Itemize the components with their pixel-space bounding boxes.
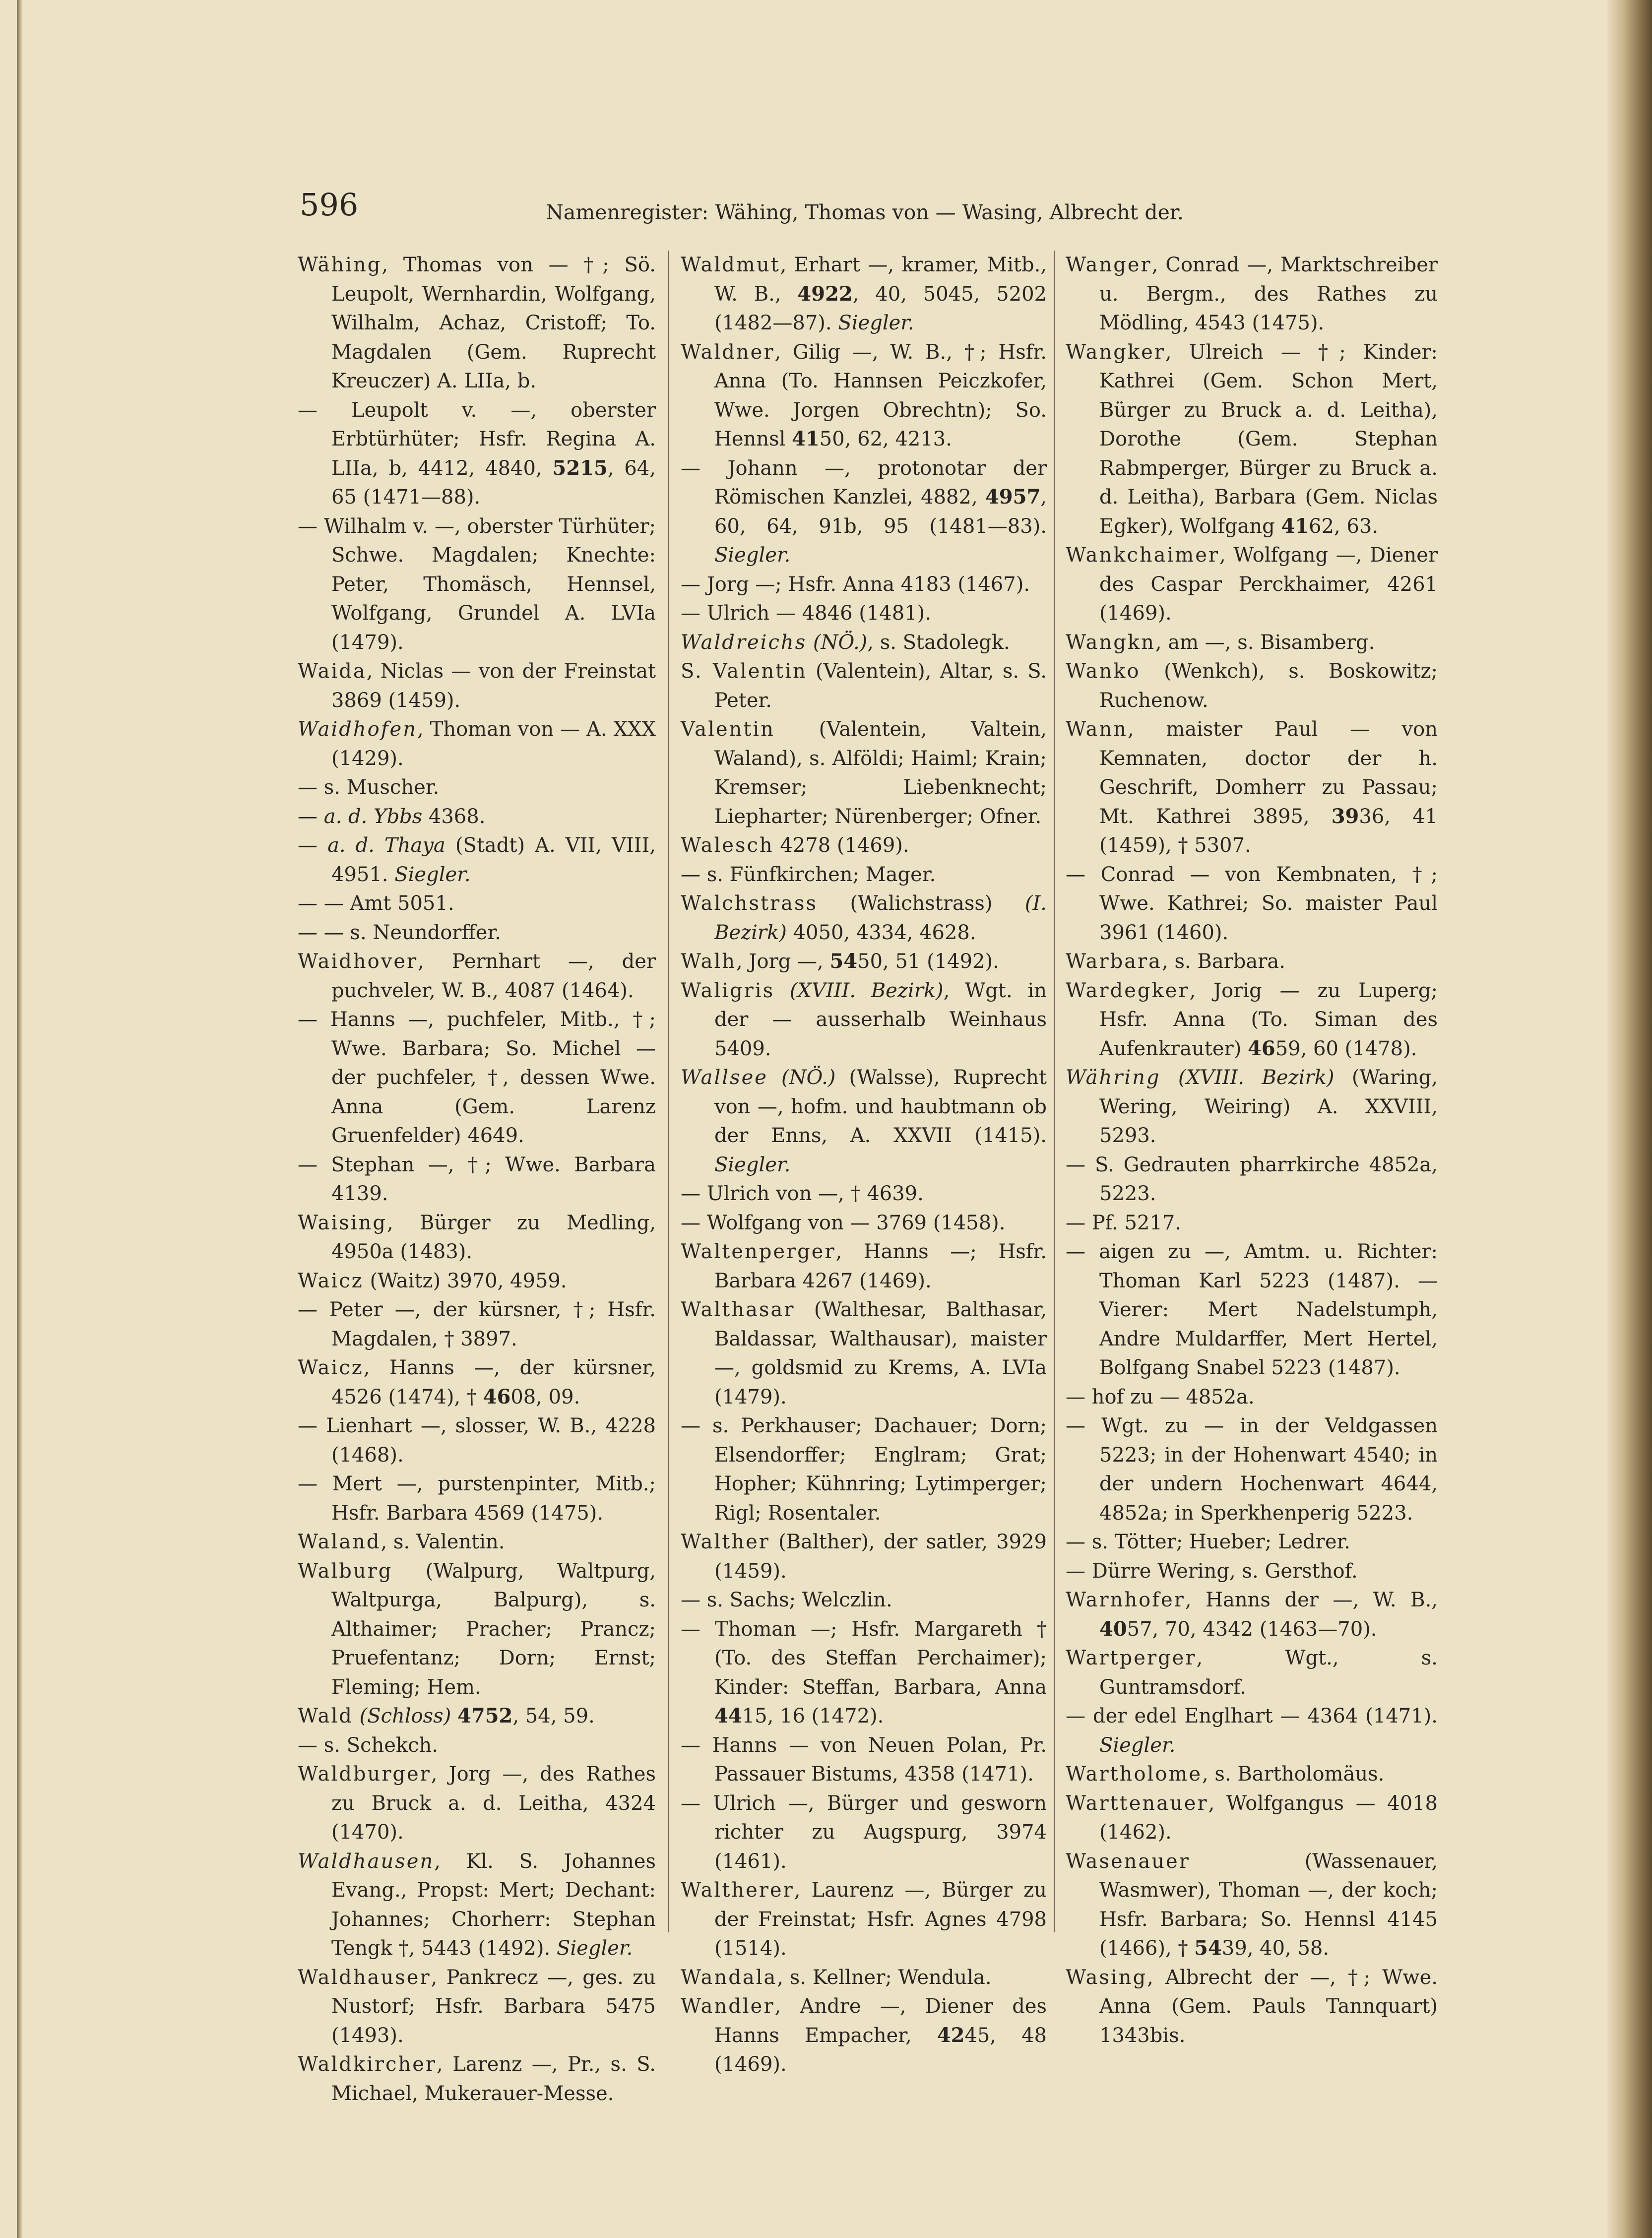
index-entry: Waltenperger, Hanns —; Hsfr. Barbara 4267 (1469). <box>681 1240 1047 1292</box>
index-entry: Waida, Niclas — von der Freinstat 3869 (1459). <box>298 660 656 712</box>
index-entry: — a. d. Ybbs 4368. <box>298 805 486 828</box>
index-entry: — s. Sachs; Welczlin. <box>681 1589 892 1611</box>
index-entry: Walesch 4278 (1469). <box>681 834 909 857</box>
index-entry: Wandala, s. Kellner; Wendula. <box>681 1966 992 1989</box>
index-entry: Waldhauser, Pankrecz —, ges. zu Nustorf; Hsfr. Barbara 5475 (1493). <box>298 1966 656 2047</box>
index-entry: Warbara, s. Barbara. <box>1066 950 1285 973</box>
book-spine <box>1607 0 1652 2238</box>
index-entry: Wähing, Thomas von — †; Sö. Leupolt, Wernhardin, Wolfgang, Wilhalm, Achaz, Cristoff; To. Magdalen (Gem. Ruprecht Kreuczer) A. LIIa, b. <box>298 254 656 392</box>
running-head: Namenregister: Wähing, Thomas von — Wasing, Albrecht der. <box>546 200 1184 224</box>
index-entry: — Ulrich — 4846 (1481). <box>681 602 931 625</box>
index-entry: Waligris (XVIII. Bezirk), Wgt. in der — ausserhalb Weinhaus 5409. <box>681 979 1047 1060</box>
column-rule <box>668 251 669 1932</box>
index-entry: Wald (Schloss) 4752, 54, 59. <box>298 1704 595 1727</box>
index-entry: — Conrad — von Kembnaten, †; Wwe. Kathrei; So. maister Paul 3961 (1460). <box>1066 863 1438 944</box>
index-entry: Waland, s. Valentin. <box>298 1531 505 1553</box>
index-entry: — Wolfgang von — 3769 (1458). <box>681 1211 1006 1234</box>
index-entry: Wasenauer (Wassenauer, Wasmwer), Thoman —, der koch; Hsfr. Barbara; So. Hennsl 4145 (1466), † 5439, 40, 58. <box>1066 1850 1438 1960</box>
index-entry: Walburg (Walpurg, Waltpurg, Waltpurga, Balpurg), s. Althaimer; Pracher; Prancz; Pruefentanz; Dorn; Ernst; Fleming; Hem. <box>298 1559 656 1699</box>
index-entry: Valentin (Valentein, Valtein, Waland), s. Alföldi; Haiml; Krain; Kremser; Liebenknecht; Liepharter; Nürenberger; Ofner. <box>681 718 1047 828</box>
index-entry: — s. Fünfkirchen; Mager. <box>681 863 936 886</box>
index-entry: — S. Gedrauten pharrkirche 4852a, 5223. <box>1066 1153 1438 1205</box>
index-entry: Waising, Bürger zu Medling, 4950a (1483). <box>298 1211 656 1263</box>
index-entry: Waldhausen, Kl. S. Johannes Evang., Propst: Mert; Dechant: Johannes; Chorherr: Stephan Tengk †, 5443 (1492). Siegler. <box>298 1850 656 1960</box>
page-edge <box>17 0 23 2238</box>
index-entry: — Hanns —, puchfeler, Mitb., †; Wwe. Barbara; So. Michel — der puchfeler, †, dessen Wwe. Anna (Gem. Larenz Gruenfelder) 4649. <box>298 1008 656 1147</box>
index-entry: — Johann —, protonotar der Römischen Kanzlei, 4882, 4957, 60, 64, 91b, 95 (1481—83). Siegler. <box>681 456 1047 567</box>
column-2 <box>681 251 1047 2079</box>
index-entry: — Pf. 5217. <box>1066 1211 1181 1234</box>
index-entry: Wann, maister Paul — von Kemnaten, doctor der h. Geschrift, Domherr zu Passau; Mt. Kathrei 3895, 3936, 41 (1459), † 5307. <box>1066 718 1438 857</box>
index-entry: — hof zu — 4852a. <box>1066 1385 1255 1408</box>
index-entry: — Thoman —; Hsfr. Margareth † (To. des Steffan Perchaimer); Kinder: Steffan, Barbara, Anna 4415, 16 (1472). <box>681 1617 1047 1727</box>
index-entry: Waldner, Gilig —, W. B., †; Hsfr. Anna (To. Hannsen Peiczkofer, Wwe. Jorgen Obrechtn); So. Hennsl 4150, 62, 4213. <box>681 340 1047 450</box>
index-entry: Waltherer, Laurenz —, Bürger zu der Freinstat; Hsfr. Agnes 4798 (1514). <box>681 1879 1047 1960</box>
index-entry: Waldkircher, Larenz —, Pr., s. S. Michael, Mukerauer-Messe. <box>298 2053 656 2105</box>
column-1 <box>298 251 656 2108</box>
index-entry: — a. d. Thaya (Stadt) A. VII, VIII, 4951. Siegler. <box>298 834 656 886</box>
index-entry: Wangker, Ulreich — †; Kinder: Kathrei (Gem. Schon Mert, Bürger zu Bruck a. d. Leitha), Dorothe (Gem. Stephan Rabmperger, Bürger zu Bruck a. d. Leitha), Barbara (Gem. Niclas Egker), Wolfgang 4162, 63. <box>1066 340 1438 538</box>
index-entry: — Ulrich —, Bürger und gesworn richter zu Augspurg, 3974 (1461). <box>681 1791 1047 1873</box>
index-entry: — der edel Englhart — 4364 (1471). Siegler. <box>1066 1705 1438 1757</box>
index-entry: Walh, Jorg —, 5450, 51 (1492). <box>681 950 999 973</box>
index-entry: Walchstrass (Walichstrass) (I. Bezirk) 4050, 4334, 4628. <box>681 892 1047 944</box>
index-entry: Walther (Balther), der satler, 3929 (1459). <box>681 1531 1047 1583</box>
index-entry: — Lienhart —, slosser, W. B., 4228 (1468). <box>298 1414 656 1467</box>
index-entry: — Mert —, purstenpinter, Mitb.; Hsfr. Barbara 4569 (1475). <box>298 1472 656 1525</box>
index-entry: — Ulrich von —, † 4639. <box>681 1182 924 1205</box>
index-entry: Wartholome, s. Bartholomäus. <box>1066 1763 1385 1786</box>
index-entry: Wanger, Conrad —, Marktschreiber u. Bergm., des Rathes zu Mödling, 4543 (1475). <box>1066 254 1438 334</box>
index-entry: — s. Muscher. <box>298 776 440 799</box>
index-entry: — — Amt 5051. <box>298 892 454 915</box>
index-entry: Waidhover, Pernhart —, der puchveler, W. B., 4087 (1464). <box>298 950 656 1002</box>
index-entry: Wandler, Andre —, Diener des Hanns Empacher, 4245, 48 (1469). <box>681 1995 1047 2076</box>
index-entry: — aigen zu —, Amtm. u. Richter: Thoman Karl 5223 (1487). — Vierer: Mert Nadelstumph, Andre Muldarffer, Mert Hertel, Bolfgang Snabel 5223 (1487). <box>1066 1240 1438 1379</box>
index-entry: — Leupolt v. —, oberster Erbtürhüter; Hsfr. Regina A. LIIa, b, 4412, 4840, 5215, 64, 65 (1471—88). <box>298 398 656 509</box>
index-entry: Waicz (Waitz) 3970, 4959. <box>298 1269 567 1292</box>
index-entry: — s. Perkhauser; Dachauer; Dorn; Elsendorffer; Englram; Grat; Hopher; Kühnring; Lytimperger; Rigl; Rosentaler. <box>681 1414 1047 1525</box>
index-entry: S. Valentin (Valentein), Altar, s. S. Peter. <box>681 660 1047 712</box>
index-entry: Wangkn, am —, s. Bisamberg. <box>1066 631 1375 654</box>
index-entry: — Wgt. zu — in der Veldgassen 5223; in der Hohenwart 4540; in der undern Hochenwart 4644, 4852a; in Sperkhenperig 5223. <box>1066 1414 1438 1525</box>
column-rule <box>1054 251 1055 1932</box>
index-entry: Währing (XVIII. Bezirk) (Waring, Wering, Weiring) A. XXVIII, 5293. <box>1066 1066 1438 1147</box>
index-entry: Waldmut, Erhart —, kramer, Mitb., W. B., 4922, 40, 5045, 5202 (1482—87). Siegler. <box>681 254 1047 334</box>
index-entry: — Stephan —, †; Wwe. Barbara 4139. <box>298 1153 656 1205</box>
index-entry: — s. Tötter; Hueber; Ledrer. <box>1066 1531 1351 1553</box>
index-entry: Wasing, Albrecht der —, †; Wwe. Anna (Gem. Pauls Tannquart) 1343bis. <box>1066 1966 1438 2047</box>
index-entry: — Hanns — von Neuen Polan, Pr. Passauer Bistums, 4358 (1471). <box>681 1733 1047 1786</box>
index-entry: Wanko (Wenkch), s. Boskowitz; Ruchenow. <box>1066 660 1438 712</box>
index-entry: Walthasar (Walthesar, Balthasar, Baldassar, Walthausar), maister —, goldsmid zu Krems, A. LVIa (1479). <box>681 1298 1047 1408</box>
index-entry: Wankchaimer, Wolfgang —, Diener des Caspar Perckhaimer, 4261 (1469). <box>1066 544 1438 625</box>
index-entry: — s. Schekch. <box>298 1733 439 1757</box>
index-entry: Wartperger, Wgt., s. Guntramsdorf. <box>1066 1647 1438 1699</box>
index-entry: Waicz, Hanns —, der kürsner, 4526 (1474), † 4608, 09. <box>298 1356 656 1408</box>
index-entry: Waldreichs (NÖ.), s. Stadolegk. <box>681 631 1010 654</box>
index-entry: — — s. Neundorffer. <box>298 921 501 944</box>
index-entry: — Peter —, der kürsner, †; Hsfr. Magdalen, † 3897. <box>298 1298 656 1350</box>
index-entry: Waldburger, Jorg —, des Rathes zu Bruck a. d. Leitha, 4324 (1470). <box>298 1763 656 1844</box>
index-entry: — Dürre Wering, s. Gersthof. <box>1066 1559 1358 1583</box>
column-3 <box>1066 251 1438 2050</box>
index-entry: Warttenauer, Wolfgangus — 4018 (1462). <box>1066 1791 1438 1844</box>
index-entry: Wallsee (NÖ.) (Walsse), Ruprecht von —, hofm. und haubtmann ob der Enns, A. XXVII (1415). Siegler. <box>681 1066 1047 1176</box>
index-entry: Warnhofer, Hanns der —, W. B., 4057, 70, 4342 (1463—70). <box>1066 1589 1438 1641</box>
index-entry: Waidhofen, Thoman von — A. XXX (1429). <box>298 718 656 770</box>
index-entry: — Wilhalm v. —, oberster Türhüter; Schwe. Magdalen; Knechte: Peter, Thomäsch, Hennsel, Wolfgang, Grundel A. LVIa (1479). <box>298 514 656 654</box>
index-entry: Wardegker, Jorig — zu Luperg; Hsfr. Anna (To. Siman des Aufenkrauter) 4659, 60 (1478). <box>1066 979 1438 1060</box>
index-entry: — Jorg —; Hsfr. Anna 4183 (1467). <box>681 573 1030 596</box>
page-number: 596 <box>300 187 359 223</box>
